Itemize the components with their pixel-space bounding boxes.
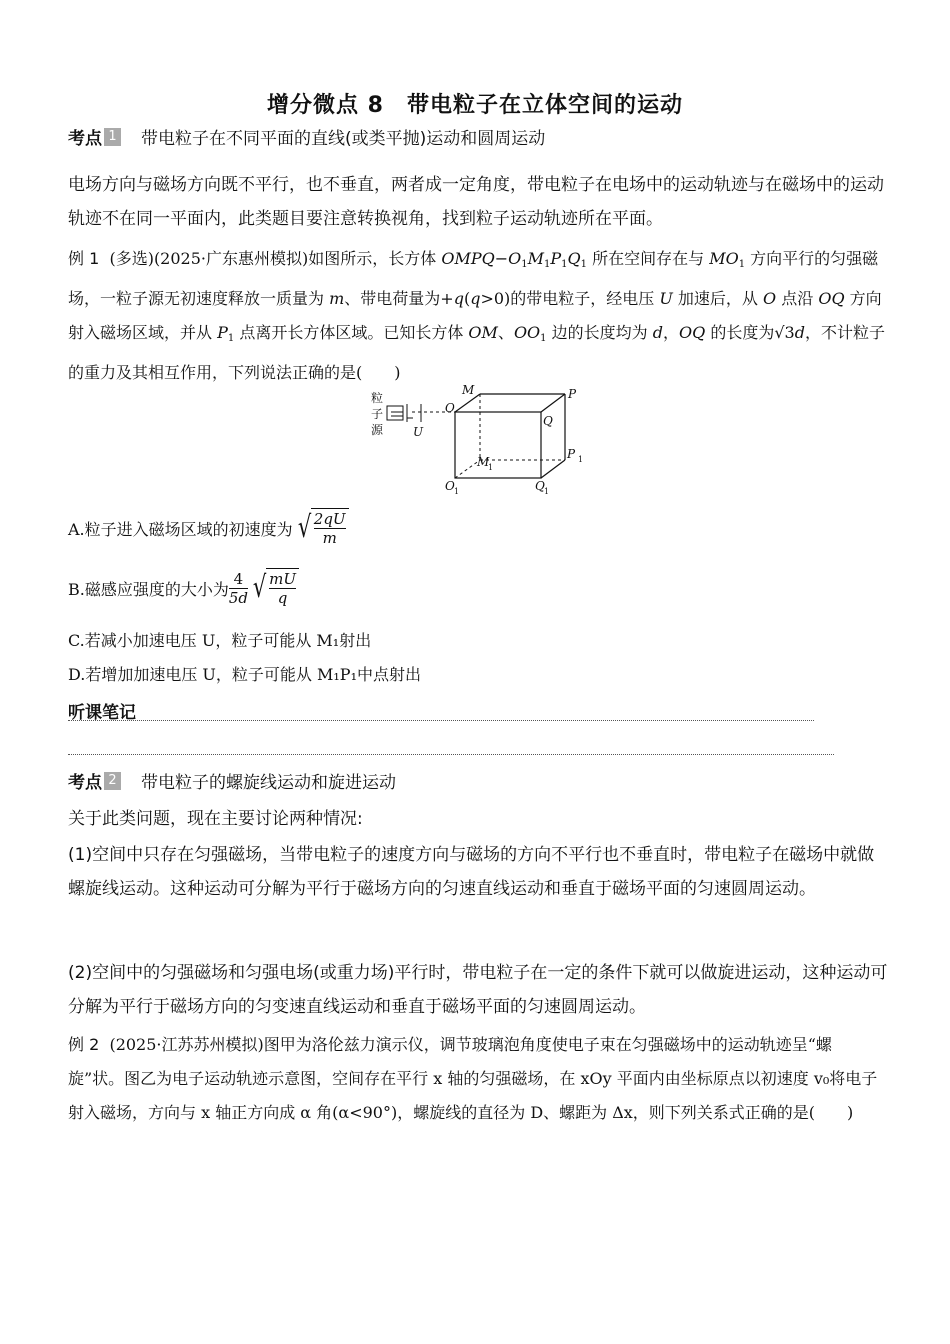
section-heading-2 [68,768,396,793]
source-label-char: 粒 [371,391,384,405]
label-sub: 1 [488,463,494,472]
ex1-text: 、带电荷量为+ [344,289,454,308]
ex1-text: 边的长度均为 [546,323,653,342]
example-tag: 例 2 [68,1035,100,1054]
example-tag: 例 1 [68,249,100,268]
ex1-text: 点沿 [776,289,819,308]
ex1-text: ， [662,323,679,342]
frac-num: 4 [233,569,244,588]
section-heading-1 [68,124,545,149]
sqrt-expression: √ $\frac{2qU}{m}$ [295,508,349,548]
option-B [68,568,299,608]
cuboid-front-face [455,412,541,478]
notes-line [68,720,814,721]
ex1-text: ，不计粒子的重力及其相互作用，下列说法正确的是( ) [68,323,885,382]
label-Q: Q [543,414,553,428]
ex1-text: 如图所示，长方体 [308,249,442,268]
kp2-para: (1)空间中只存在匀强磁场，当带电粒子的速度方向与磁场的方向不平行也不垂直时，带电粒子在磁场中就做螺旋线运动。这种运动可分解为平行于磁场方向的匀速直线运动和垂直于磁场平面的匀速圆周运动。 [68,845,875,899]
option-D: D.若增加加速电压 U，粒子可能从 M₁P₁中点射出 [68,665,421,684]
frac-den: m [322,529,337,547]
ex1-text: 所在空间存在与 [592,249,710,268]
cuboid-figure [365,382,595,497]
label-Q1: Q [535,479,545,493]
source-label-char: 子 [371,407,384,421]
particle-source [387,404,421,422]
label-sub: 1 [578,455,584,464]
ex1-text: >0)的带电粒子，经电压 [480,289,660,308]
ex1-text: ( [463,289,471,308]
label-O: O [445,401,455,415]
option-C: C.若减小加速电压 U，粒子可能从 M₁射出 [68,631,372,650]
kp-label: 考点 [68,129,102,149]
ex1-text: 的长度为 [705,323,775,342]
option-A [68,508,349,548]
kp-number-badge: 1 [104,128,121,146]
option-A-text: A.粒子进入磁场区域的初速度为 [68,519,293,539]
source-label-char: 源 [371,423,384,437]
ex1-text: 方向平行的匀强磁场，一粒子源无初速度释放一质量为 [68,249,879,308]
option-B-text: B.磁感应强度的大小为 [68,579,229,599]
example-1-stem: 例 1 (多选)(2025·广东惠州模拟)如图所示，长方体 $OMPQ-O_1M_1P_1Q_1$ 所在空间存在与 $MO_1$ 方向平行的匀强磁场，一粒子源无初速度释放一质量为 m、带电荷量为+q(q>0)的带电粒子，经电压 U 加速后，从 O 点沿 OQ 方向射入磁场区域，并从 $P_1$ 点离开长方体区域。已知长方体 OM、$OO_1$ 边的长度均为 d，OQ 的长度为√3d，不计粒子的重力及其相互作用，下列说法正确的是( ) [68,249,885,382]
example-source: (2025·江苏苏州模拟) [109,1035,264,1054]
frac-den: 5d [228,588,249,607]
kp-title: 带电粒子的螺旋线运动和旋进运动 [141,773,396,793]
label-P1: P [567,447,576,461]
ex1-text: 点离开长方体区域。已知长方体 [234,323,469,342]
label-sub: 1 [544,487,550,496]
ex1-text: 方向射入磁场区域，并从 [68,289,882,342]
label-M1: M [477,455,490,469]
kp-number-badge: 2 [104,772,121,790]
notes-line [68,754,834,755]
frac-num: 2qU [313,510,346,528]
kp-label: 考点 [68,773,102,793]
ex2-text: 图甲为洛伦兹力演示仪，调节玻璃泡角度使电子束在匀强磁场中的运动轨迹呈“螺旋”状。图乙为电子运动轨迹示意图，空间存在平行 x 轴的匀强磁场，在 xOy 平面内由坐标原点以初速度 v₀将电子射入磁场，方向与 x 轴正方向成 α 角(α<90°)，螺旋线的直径为 D、螺距为 Δx，则下列关系式正确的是( ) [68,1035,878,1122]
kp-title: 带电粒子在不同平面的直线(或类平抛)运动和圆周运动 [141,129,546,149]
label-P: P [568,387,577,401]
kp1-intro: 电场方向与磁场方向既不平行，也不垂直，两者成一定角度，带电粒子在电场中的运动轨迹与在磁场中的运动轨迹不在同一平面内，此类题目要注意转换视角，找到粒子运动轨迹所在平面。 [68,175,884,229]
kp2-para: (2)空间中的匀强磁场和匀强电场(或重力场)平行时，带电粒子在一定的条件下就可以做旋进运动，这种运动可分解为平行于磁场方向的匀变速直线运动和垂直于磁场平面的匀速圆周运动。 [68,963,888,1017]
label-M: M [462,383,475,397]
frac-num: mU [269,570,297,588]
example-source: (多选)(2025·广东惠州模拟) [109,249,309,268]
kp2-para: 关于此类问题，现在主要讨论两种情况: [68,809,363,829]
label-sub: 1 [454,487,460,496]
page-title: 增分微点 8 带电粒子在立体空间的运动 [267,93,683,118]
notes-label: 听课笔记 [68,703,136,723]
label-O1: O [445,479,455,493]
sqrt-expression: √ $\frac{mU}{q}$ [250,568,299,608]
ex1-text: 加速后，从 [672,289,764,308]
ex1-text: 、 [497,323,514,342]
label-U: U [413,425,424,439]
example-2-stem [68,1028,888,1130]
frac-den: q [277,589,288,607]
